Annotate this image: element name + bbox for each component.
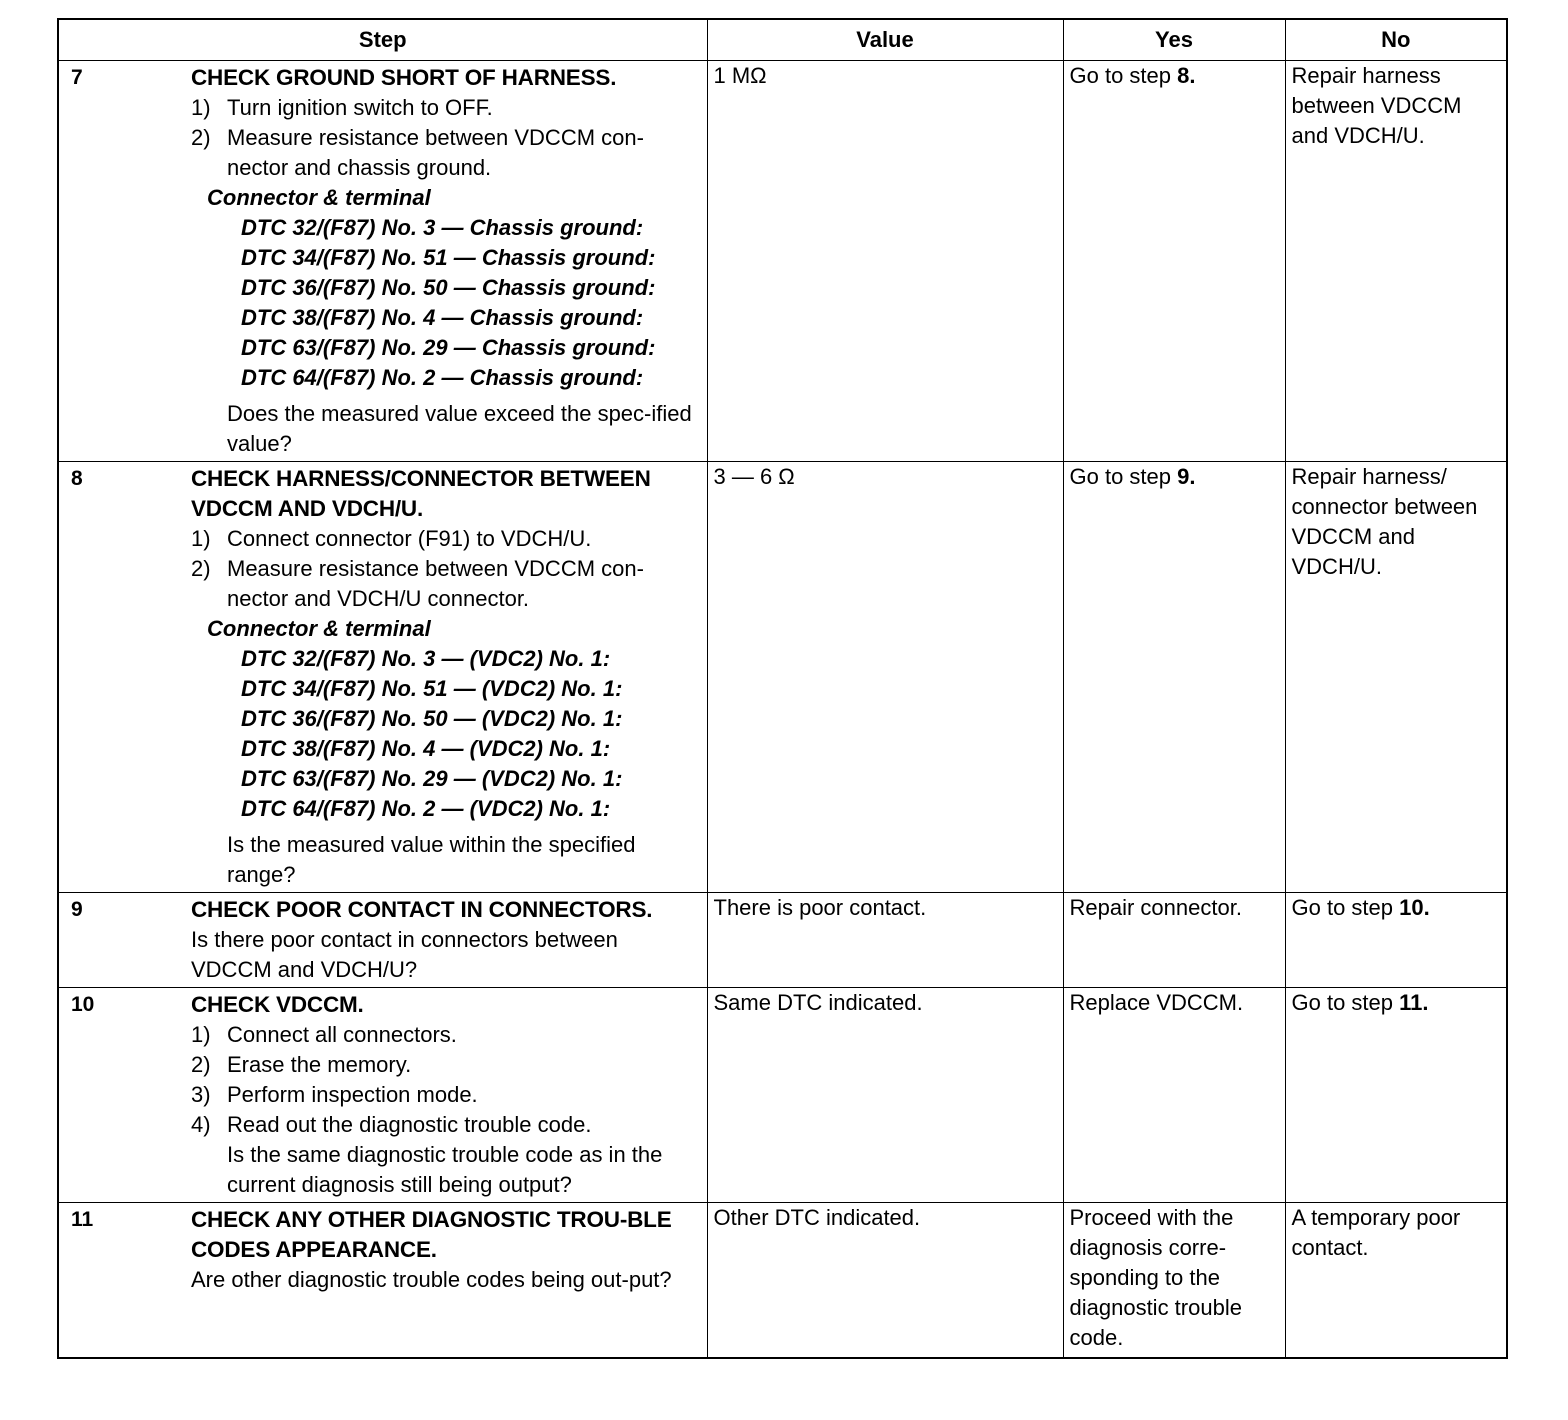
header-value: Value (707, 19, 1063, 61)
header-yes: Yes (1063, 19, 1285, 61)
connector-line: DTC 32/(F87) No. 3 — (VDC2) No. 1: (241, 646, 611, 671)
substep: 1) Connect connector (F91) to VDCH/U. (191, 526, 592, 551)
connector-line: DTC 63/(F87) No. 29 — (VDC2) No. 1: (241, 766, 623, 791)
yes-cell: Go to step 9. (1063, 462, 1285, 893)
value-cell: Same DTC indicated. (707, 988, 1063, 1203)
connector-line: DTC 38/(F87) No. 4 — Chassis ground: (241, 305, 644, 330)
no-cell: Repair harness between VDCCM and VDCH/U. (1285, 61, 1507, 462)
value-cell: Other DTC indicated. (707, 1203, 1063, 1359)
step-question: Are other diagnostic trouble codes being out-put? (191, 1267, 672, 1292)
header-step: Step (58, 19, 707, 61)
diagnostic-table (57, 18, 1508, 1359)
table-row (58, 893, 1507, 988)
step-number: 8 (71, 467, 83, 490)
step-question: Does the measured value exceed the spec-ified value? (227, 401, 692, 456)
connector-line: DTC 64/(F87) No. 2 — (VDC2) No. 1: (241, 796, 611, 821)
connector-line: DTC 36/(F87) No. 50 — Chassis ground: (241, 275, 656, 300)
step-cell (58, 61, 707, 462)
connector-line: DTC 34/(F87) No. 51 — Chassis ground: (241, 245, 656, 270)
header-row (58, 19, 1507, 61)
connector-line: DTC 32/(F87) No. 3 — Chassis ground: (241, 215, 644, 240)
substep: 2) Measure resistance between VDCCM con-nector and chassis ground. (191, 125, 644, 180)
no-cell: A temporary poor contact. (1285, 1203, 1507, 1359)
connector-line: DTC 64/(F87) No. 2 — Chassis ground: (241, 365, 644, 390)
step-cell (58, 462, 707, 893)
substep: 3) Perform inspection mode. (191, 1082, 478, 1107)
no-step-ref: 10. (1399, 895, 1430, 920)
step-question: Is the measured value within the specified range? (227, 832, 636, 887)
connector-line: DTC 38/(F87) No. 4 — (VDC2) No. 1: (241, 736, 611, 761)
no-step-ref: 11. (1399, 990, 1429, 1015)
yes-cell: Proceed with the diagnosis corre-sponding to the diagnostic trouble code. (1063, 1203, 1285, 1359)
substep: 2) Measure resistance between VDCCM con-nector and VDCH/U connector. (191, 556, 644, 611)
yes-cell: Repair connector. (1063, 893, 1285, 988)
value-cell: 1 MΩ (707, 61, 1063, 462)
step-cell (58, 988, 707, 1203)
step-title: CHECK POOR CONTACT IN CONNECTORS. (191, 897, 653, 922)
table-row (58, 1203, 1507, 1359)
connector-line: DTC 63/(F87) No. 29 — Chassis ground: (241, 335, 656, 360)
connector-heading: Connector & terminal (207, 185, 431, 210)
header-no: No (1285, 19, 1507, 61)
value-cell: 3 — 6 Ω (707, 462, 1063, 893)
substep: 2) Erase the memory. (191, 1052, 412, 1077)
substep: 1) Turn ignition switch to OFF. (191, 95, 493, 120)
step-number: 7 (71, 66, 83, 89)
yes-step-ref: 8. (1177, 63, 1196, 88)
no-cell: Go to step 10. (1285, 893, 1507, 988)
step-question: Is there poor contact in connectors between VDCCM and VDCH/U? (191, 927, 618, 982)
table-row (58, 988, 1507, 1203)
no-cell: Go to step 11. (1285, 988, 1507, 1203)
yes-cell: Replace VDCCM. (1063, 988, 1285, 1203)
step-title: CHECK VDCCM. (191, 992, 364, 1017)
step-title: CHECK GROUND SHORT OF HARNESS. (191, 65, 617, 90)
table-row (58, 462, 1507, 893)
connector-line: DTC 34/(F87) No. 51 — (VDC2) No. 1: (241, 676, 623, 701)
connector-heading: Connector & terminal (207, 616, 431, 641)
no-cell: Repair harness/ connector between VDCCM and VDCH/U. (1285, 462, 1507, 893)
step-number: 10 (71, 993, 95, 1016)
substep: 1) Connect all connectors. (191, 1022, 457, 1047)
step-title: CHECK ANY OTHER DIAGNOSTIC TROU-BLE CODES APPEARANCE. (191, 1207, 672, 1262)
step-cell (58, 1203, 707, 1359)
step-question: Is the same diagnostic trouble code as in the current diagnosis still being output? (227, 1142, 663, 1197)
step-cell (58, 893, 707, 988)
connector-line: DTC 36/(F87) No. 50 — (VDC2) No. 1: (241, 706, 623, 731)
step-number: 9 (71, 898, 83, 921)
yes-step-ref: 9. (1177, 464, 1196, 489)
value-cell: There is poor contact. (707, 893, 1063, 988)
substep: 4) Read out the diagnostic trouble code. (191, 1112, 592, 1137)
step-number: 11 (71, 1208, 94, 1231)
yes-cell: Go to step 8. (1063, 61, 1285, 462)
table-row (58, 61, 1507, 462)
step-title: CHECK HARNESS/CONNECTOR BETWEEN VDCCM AND VDCH/U. (191, 466, 651, 521)
